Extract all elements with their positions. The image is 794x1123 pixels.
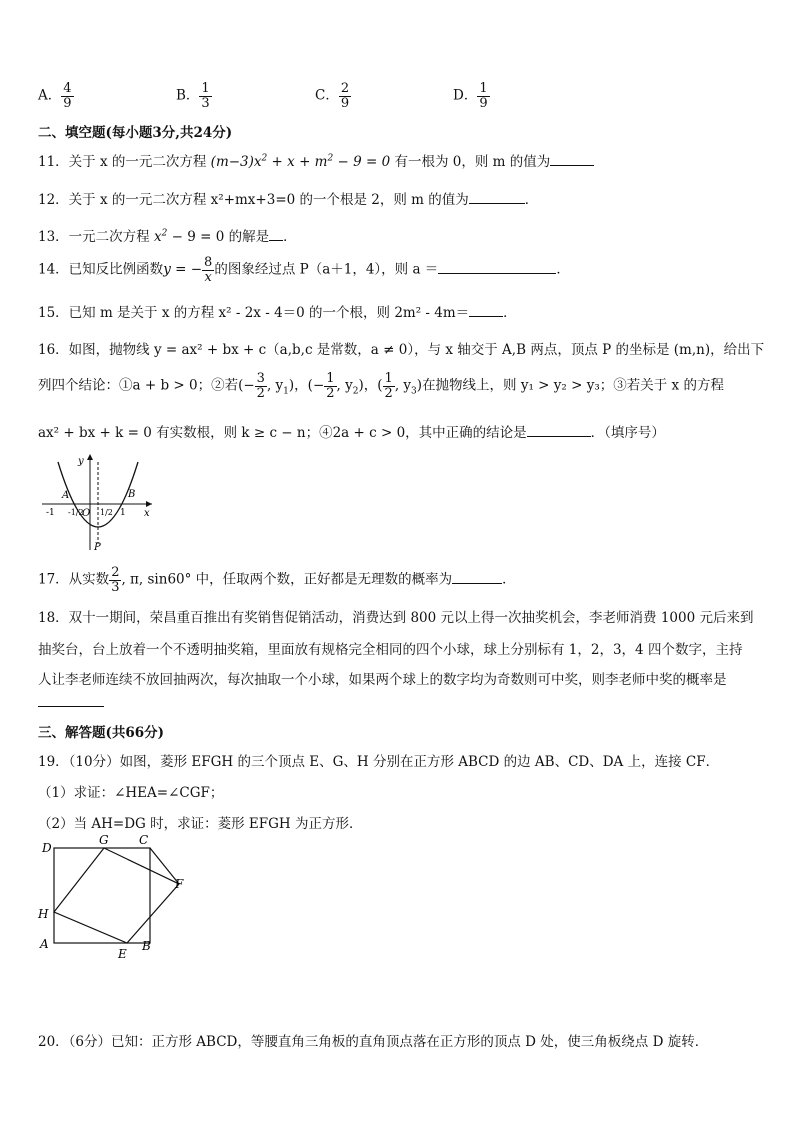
question-18-line2: 抽奖台，台上放着一个不透明抽奖箱，里面放有规格完全相同的四个小球，球上分别标有 1，2，3，4 四个数字，主持 <box>38 642 743 658</box>
question-12: 12．关于 x 的一元二次方程 x²+mx+3=0 的一个根是 2，则 m 的值为 ． <box>38 192 539 208</box>
square-rhombus-figure <box>34 832 194 962</box>
option-a: A． $\frac{4}{9}$ <box>38 81 72 111</box>
tick-minus-one: -1 <box>46 508 55 518</box>
question-15: 15．已知 m 是关于 x 的方程 x² - 2x - 4＝0 的一个根，则 2m² - 4m＝ ． <box>38 305 517 321</box>
question-16-line3: ax² + bx + k = 0 有实数根，则 k ≥ c − n；④2a + c > 0，其中正确的结论是 ．（填序号） <box>38 425 665 441</box>
option-b: B． $\frac{1}{3}$ <box>176 81 210 111</box>
question-18-line3: 人让李老师连续不放回抽两次，每次抽取一个小球，如果两个球上的数字均为奇数则可中奖，则李老师中奖的概率是 <box>38 672 727 688</box>
tick-minus-half: -1/2 <box>68 508 84 517</box>
vertex-p-label: P <box>94 542 101 552</box>
question-11: 11．关于 x 的一元二次方程 $(m-3)x^2 + x + m^2 - 9 = 0$ 有一根为 0，则 m 的值为 <box>38 150 594 170</box>
label-a: A <box>40 937 49 951</box>
option-c: C． $\frac{2}{9}$ <box>315 81 350 111</box>
option-d: D． $\frac{1}{9}$ <box>453 81 488 111</box>
point-a-label: A <box>62 490 70 501</box>
label-c: C <box>139 833 149 847</box>
question-19-line1: 19．（10分）如图，菱形 EFGH 的三个顶点 E、G、H 分别在正方形 ABCD 的边 AB、CD、DA 上，连接 CF． <box>38 754 720 770</box>
answer-blank-18 <box>38 706 104 707</box>
question-19-line3: （2）当 AH=DG 时，求证：菱形 EFGH 为正方形． <box>38 816 363 832</box>
label-d: D <box>42 841 52 855</box>
question-13: 13．一元二次方程 $x^2 - 9 = 0$ 的解是 ． <box>38 228 297 245</box>
tick-one: 1 <box>120 508 126 518</box>
parabola-graph <box>40 452 160 552</box>
question-16-line2: 列四个结论：①a + b > 0；②若(− $\frac{3}{2}$ , $y_1$)，(− $\frac{1}{2}$ , $y_2$)，( $\frac{1}{2}$ , $y_3$)在抛物线上，则 y₁ > y₂ > y₃；③若关于 x 的方程 <box>38 371 724 401</box>
x-axis-label: x <box>144 508 150 519</box>
y-axis-label: y <box>78 456 84 467</box>
label-g: G <box>99 833 109 847</box>
question-20: 20．（6分）已知：正方形 ABCD，等腰直角三角板的直角顶点落在正方形的顶点 D 处，使三角板绕点 D 旋转． <box>38 1034 709 1050</box>
tick-half: 1/2 <box>100 508 113 517</box>
label-f: F <box>175 877 184 891</box>
label-e: E <box>118 947 127 961</box>
question-14: 14．已知反比例函数y = − $\frac{8}{x}$ 的图象经过点 P（a＋1，4），则 a ＝ ． <box>38 255 570 285</box>
question-19-line2: （1）求证：∠HEA=∠CGF； <box>38 785 224 801</box>
section-3-heading: 三、解答题(共66分) <box>38 725 165 741</box>
label-b: B <box>142 939 151 953</box>
origin-label: O <box>82 508 91 519</box>
question-16-line1: 16．如图，抛物线 y = ax² + bx + c（a,b,c 是常数，a ≠ 0），与 x 轴交于 A,B 两点，顶点 P 的坐标是 (m,n)，给出下 <box>38 342 765 358</box>
section-2-heading: 二、填空题(每小题3分,共24分) <box>38 125 233 141</box>
question-18-line1: 18．双十一期间，荣昌重百推出有奖销售促销活动，消费达到 800 元以上得一次抽奖机会，李老师消费 1000 元后来到 <box>38 610 754 626</box>
point-b-label: B <box>128 489 136 500</box>
label-h: H <box>38 907 49 921</box>
question-17: 17．从实数 $\frac{2}{3}$ , π, sin60° 中，任取两个数，正好都是无理数的概率为 ． <box>38 565 516 595</box>
